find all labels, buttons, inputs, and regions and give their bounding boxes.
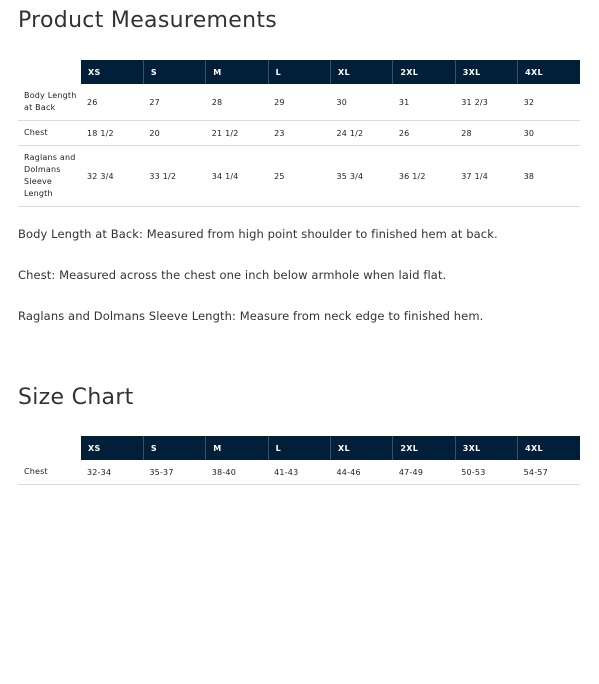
table-row: [18, 121, 580, 146]
row-label-body-length: Body Length at Back: [18, 84, 81, 121]
table-cell: 28: [206, 84, 268, 121]
product-measurements-title: Product Measurements: [18, 8, 278, 33]
product-measurements-table: [18, 60, 580, 207]
table-cell: 20: [143, 121, 205, 146]
table-cell: 31 2/3: [455, 84, 517, 121]
table-cell: 26: [81, 84, 143, 121]
header-size-2xl: 2XL: [393, 60, 455, 84]
table-cell: 33 1/2: [143, 146, 205, 207]
header-blank-cell: [18, 60, 81, 84]
table-cell: 47-49: [393, 460, 455, 485]
table-cell: 35 3/4: [331, 146, 393, 207]
header-size-3xl: 3XL: [455, 60, 517, 84]
table-cell: 21 1/2: [206, 121, 268, 146]
row-label-chest: Chest: [18, 121, 81, 146]
table-row: [18, 460, 580, 485]
header-size-xs: XS: [81, 60, 143, 84]
note-chest: Chest: Measured across the chest one inch below armhole when laid flat.: [18, 268, 447, 282]
header-size-xl: XL: [331, 60, 393, 84]
table-cell: 54-57: [518, 460, 580, 485]
header-size-l: L: [268, 60, 330, 84]
table-cell: 44-46: [331, 460, 393, 485]
table-header-row: [18, 436, 580, 460]
header-size-4xl: 4XL: [518, 436, 580, 460]
table-row: [18, 84, 580, 121]
header-size-xs: XS: [81, 436, 143, 460]
table-cell: 27: [143, 84, 205, 121]
table-row: [18, 146, 580, 207]
header-size-l: L: [268, 436, 330, 460]
table-cell: 25: [268, 146, 330, 207]
table-cell: 28: [455, 121, 517, 146]
note-sleeve-length: Raglans and Dolmans Sleeve Length: Measure from neck edge to finished hem.: [18, 309, 484, 323]
table-cell: 32 3/4: [81, 146, 143, 207]
table-cell: 24 1/2: [331, 121, 393, 146]
table-cell: 32-34: [81, 460, 143, 485]
header-size-3xl: 3XL: [455, 436, 517, 460]
header-size-m: M: [206, 60, 268, 84]
table-cell: 50-53: [455, 460, 517, 485]
table-cell: 32: [518, 84, 580, 121]
note-body-length: Body Length at Back: Measured from high point shoulder to finished hem at back.: [18, 227, 498, 241]
table-cell: 36 1/2: [393, 146, 455, 207]
header-size-2xl: 2XL: [393, 436, 455, 460]
table-cell: 26: [393, 121, 455, 146]
table-cell: 37 1/4: [455, 146, 517, 207]
row-label-sleeve-length: Raglans and Dolmans Sleeve Length: [18, 146, 81, 207]
size-chart-table: [18, 436, 580, 485]
header-size-m: M: [206, 436, 268, 460]
table-cell: 30: [518, 121, 580, 146]
header-size-s: S: [143, 60, 205, 84]
measurement-notes: [18, 226, 580, 349]
row-label-chest: Chest: [18, 460, 81, 485]
header-size-xl: XL: [331, 436, 393, 460]
table-cell: 38: [518, 146, 580, 207]
table-cell: 23: [268, 121, 330, 146]
table-cell: 38-40: [206, 460, 268, 485]
table-header-row: [18, 60, 580, 84]
table-cell: 35-37: [143, 460, 205, 485]
size-chart-title: Size Chart: [18, 385, 134, 410]
header-size-s: S: [143, 436, 205, 460]
header-size-4xl: 4XL: [518, 60, 580, 84]
table-cell: 18 1/2: [81, 121, 143, 146]
table-cell: 34 1/4: [206, 146, 268, 207]
table-cell: 41-43: [268, 460, 330, 485]
table-cell: 30: [331, 84, 393, 121]
header-blank-cell: [18, 436, 81, 460]
table-cell: 29: [268, 84, 330, 121]
table-cell: 31: [393, 84, 455, 121]
